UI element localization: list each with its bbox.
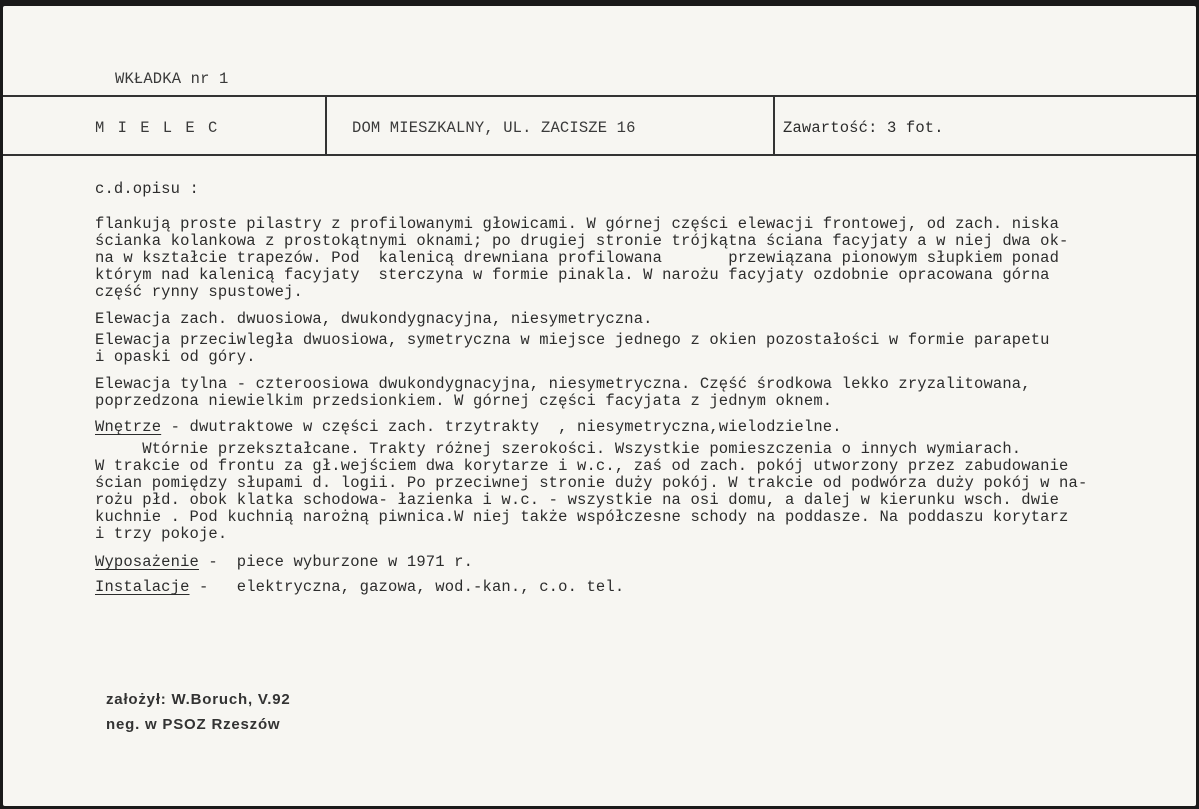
- equipment-text: - piece wyburzone w 1971 r.: [198, 553, 474, 571]
- equipment-line: [95, 553, 473, 571]
- installations-text: - elektryczna, gazowa, wod.-kan., c.o. tel.: [189, 578, 625, 596]
- text-line: i trzy pokoje.: [95, 525, 228, 543]
- header-top-rule: [3, 95, 1196, 97]
- text-line: i opaski od góry.: [95, 348, 256, 366]
- text-line: ścianka kolankowa z prostokątnymi oknami; po drugiej stronie trójkątna ściana facyjaty a w niej dwa ok-: [95, 232, 1069, 250]
- text-line: którym nad kalenicą facyjaty sterczyna w formie pinakla. W narożu facyjaty ozdobnie opracowana górna: [95, 266, 1050, 284]
- text-line: rożu płd. obok klatka schodowa- łazienka i w.c. - wszystkie na osi domu, a dalej w kierunku wsch. dwie: [95, 491, 1060, 509]
- paragraph-2: Elewacja zach. dwuosiowa, dwukondygnacyjna, niesymetryczna.: [95, 310, 653, 328]
- header-bottom-rule: [3, 154, 1196, 156]
- text-line: flankują proste pilastry z profilowanymi głowicami. W górnej części elewacji frontowej, od zach. niska: [95, 215, 1060, 233]
- equipment-heading: Wyposażenie: [95, 553, 199, 571]
- installations-line: [95, 578, 624, 596]
- text-line: Elewacja przeciwległa dwuosiowa, symetryczna w miejsce jednego z okien pozostałości w formie parapetu: [95, 331, 1050, 349]
- continuation-label: c.d.opisu :: [95, 180, 199, 198]
- header-divider-1: [325, 95, 327, 155]
- interior-text: - dwutraktowe w części zach. trzytrakty , niesymetryczna,wielodzielne.: [161, 418, 842, 436]
- text-line: poprzedzona niewielkim przedsionkiem. W górnej części facyjata z jednym oknem.: [95, 392, 833, 410]
- founded-by: założył: W.Boruch, V.92: [106, 691, 291, 708]
- negatives-location: neg. w PSOZ Rzeszów: [106, 716, 281, 733]
- object-name: DOM MIESZKALNY, UL. ZACISZE 16: [352, 119, 636, 137]
- installations-heading: Instalacje: [95, 578, 190, 596]
- text-line: na w kształcie trapezów. Pod kalenicą drewniana profilowana przewiązana pionowym słupkiem ponad: [95, 249, 1060, 267]
- interior-heading: Wnętrze: [95, 418, 162, 436]
- record-card: [3, 6, 1196, 806]
- text-line: Wtórnie przekształcane. Trakty różnej szerokości. Wszystkie pomieszczenia o innych wymiarach.: [95, 440, 1022, 458]
- paragraph-5: [95, 418, 842, 436]
- contents-count: Zawartość: 3 fot.: [783, 119, 944, 137]
- header-divider-2: [773, 95, 775, 155]
- town-name: M I E L E C: [95, 119, 220, 137]
- text-line: Elewacja tylna - czteroosiowa dwukondygnacyjna, niesymetryczna. Część środkowa lekko zryzalitowana,: [95, 375, 1031, 393]
- text-line: W trakcie od frontu za gł.wejściem dwa korytarze i w.c., zaś od zach. pokój utworzony przez zabudowanie: [95, 457, 1069, 475]
- text-line: kuchnie . Pod kuchnią narożną piwnica.W niej także współczesne schody na poddasze. Na poddaszu korytarz: [95, 508, 1069, 526]
- text-line: część rynny spustowej.: [95, 283, 303, 301]
- insert-label: WKŁADKA nr 1: [115, 70, 229, 88]
- text-line: ścian pomiędzy słupami d. logii. Po przeciwnej stronie duży pokój. W trakcie od podwórza duży pokój w na-: [95, 474, 1088, 492]
